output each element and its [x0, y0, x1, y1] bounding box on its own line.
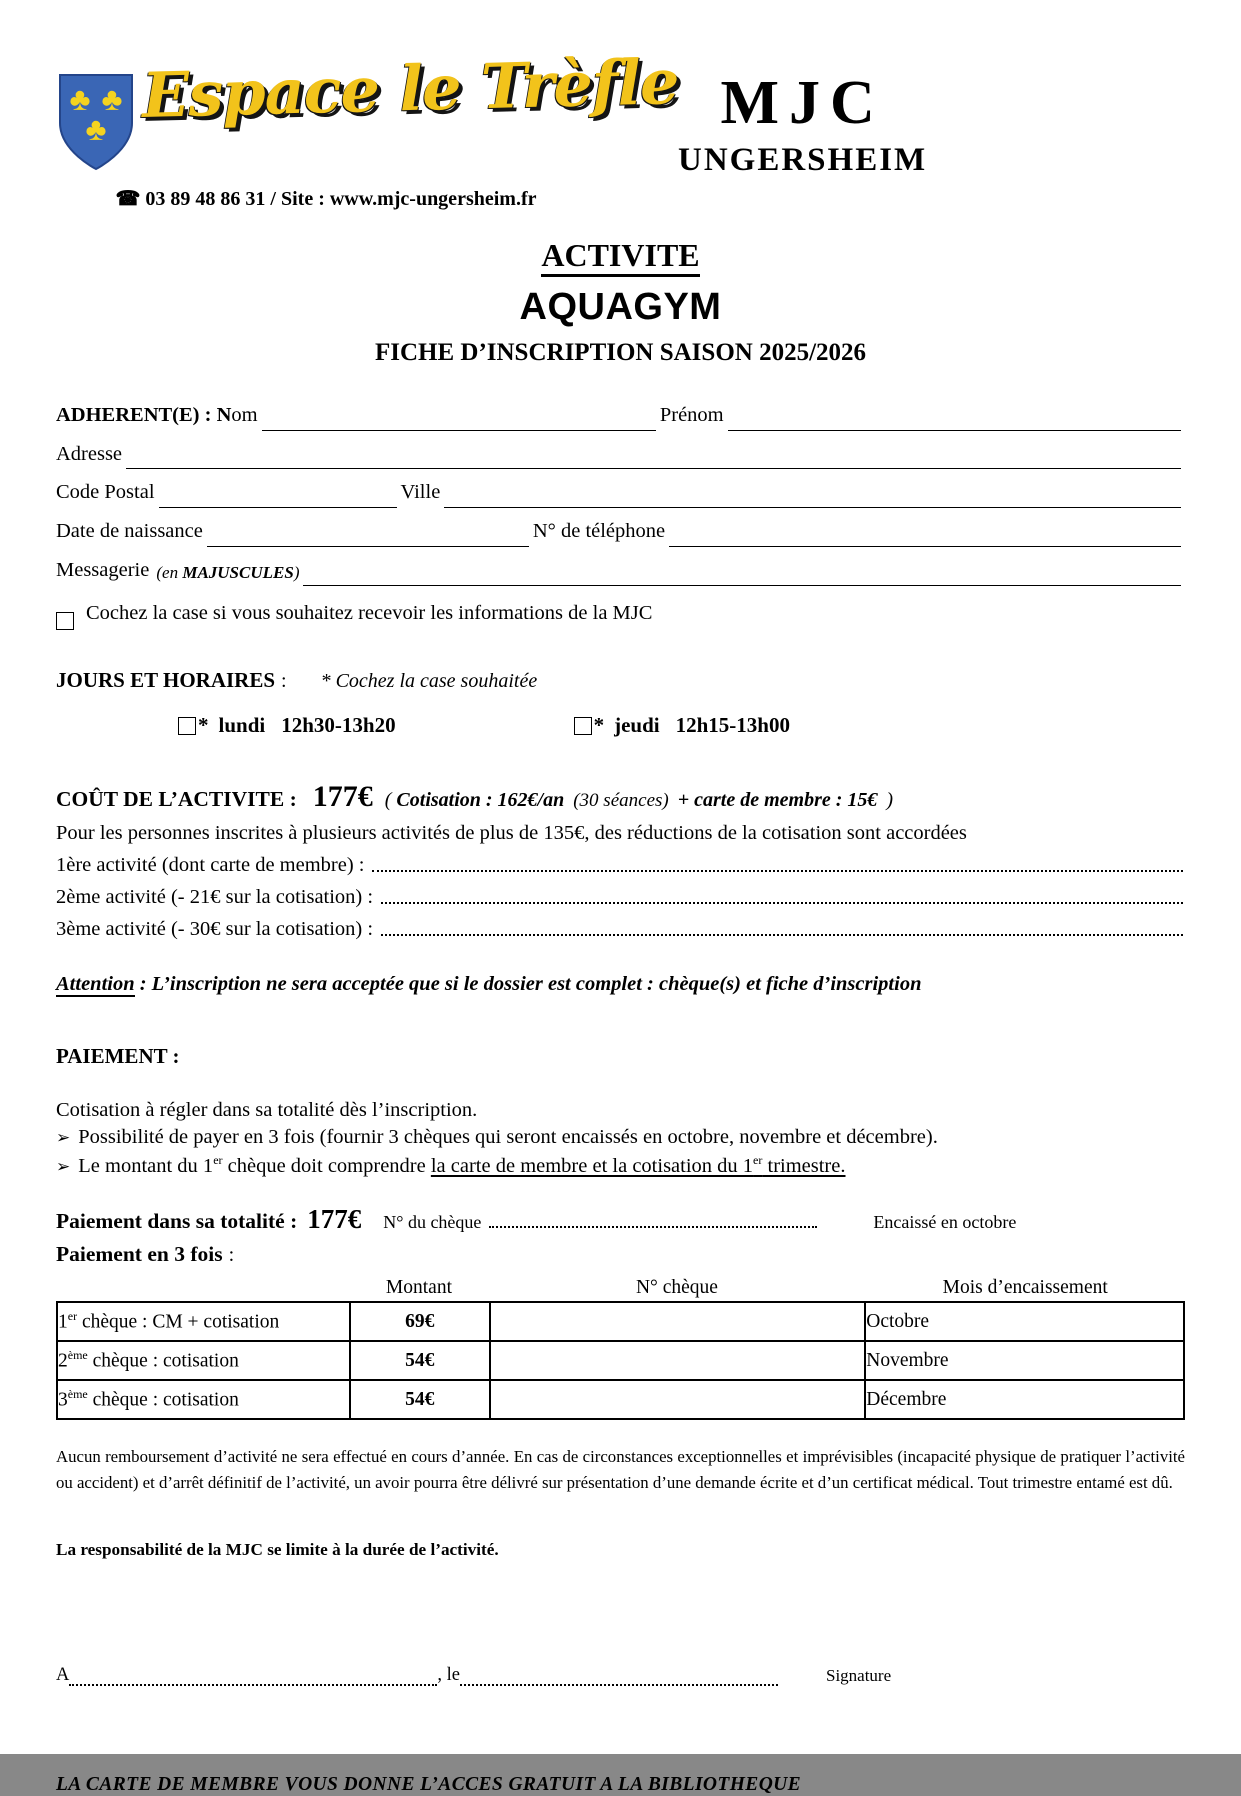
lieu-field[interactable] [69, 1664, 437, 1686]
ville-label: Ville [400, 481, 441, 504]
activite3-label: 3ème activité (- 30€ sur la cotisation) : [56, 918, 374, 941]
jeudi-star: * [593, 713, 605, 738]
messagerie-field[interactable] [303, 561, 1181, 586]
table-header-row [56, 1277, 1185, 1299]
clover-icon: ♣ [69, 81, 91, 117]
header-montant: Montant [385, 1277, 452, 1299]
nom-label: om [231, 404, 258, 426]
trois-fois-label: Paiement en 3 fois [56, 1242, 223, 1267]
table-row [57, 1380, 1184, 1419]
row3-label: 3ème chèque : cotisation [57, 1380, 350, 1419]
lundi-star: * [198, 713, 209, 738]
row2-montant: 54€ [350, 1341, 490, 1380]
row2-mois: Novembre [865, 1341, 1184, 1380]
header-cheque: N° chèque [635, 1277, 718, 1299]
jeudi-label: jeudi [614, 713, 660, 738]
row-adresse [56, 440, 1185, 470]
jours-note: * Cochez la case souhaitée [320, 670, 538, 693]
row2-label: 2ème chèque : cotisation [57, 1341, 350, 1380]
signature-row [56, 1664, 1185, 1686]
org-block [678, 69, 928, 179]
trois-fois-colon: : [228, 1244, 235, 1267]
row3-cheque-field[interactable] [490, 1380, 866, 1419]
cheque-number-field[interactable] [489, 1206, 817, 1228]
cout-details: ( Cotisation : 162€/an (30 séances) + carte de membre : 15€ ) [384, 789, 894, 812]
info-checkbox[interactable] [56, 612, 74, 630]
ville-field[interactable] [444, 483, 1181, 508]
cout-heading: COÛT DE L’ACTIVITE : [56, 787, 297, 812]
jours-heading-row [56, 668, 1185, 693]
header [56, 44, 1185, 211]
membre-detail: + carte de membre : 15€ [677, 789, 878, 812]
row3-montant: 54€ [350, 1380, 490, 1419]
activity-name: AQUAGYM [519, 286, 722, 328]
paiement-bullet-2 [56, 1153, 1185, 1178]
responsabilite-note: La responsabilité de la MJC se limite à la durée de l’activité. [56, 1540, 499, 1560]
attention-label: Attention [56, 973, 135, 996]
jours-heading: JOURS ET HORAIRES [56, 668, 276, 693]
refund-paragraph: Aucun remboursement d’activité ne sera effectué en cours d’année. En cas de circonstances exceptionnelles et imprévisibles (incapacité physique de pratiquer l’activité ou accident) et d’arrêt définitif de l’activité, un avoir pourra être délivré sur présentation d’une demande écrite et d’un certificat médical. Tout trimestre entamé est dû. [56, 1447, 1185, 1493]
clover-icon: ♣ [85, 111, 107, 147]
arrow-bullet-icon: ➢ [56, 1128, 71, 1148]
contact-line [56, 186, 596, 211]
prenom-label: Prénom [659, 404, 724, 426]
header-mois: Mois d’encaissement [942, 1277, 1108, 1299]
lundi-time: 12h30-13h20 [281, 713, 396, 738]
row-info-checkbox [56, 599, 1185, 629]
activite1-field[interactable] [372, 870, 1183, 872]
code-postal-label: Code Postal [56, 481, 155, 504]
bullet1-text: Possibilité de payer en 3 fois (fournir 3 chèques qui seront encaissés en octobre, novembre et décembre). [78, 1126, 938, 1149]
activite2-row [56, 886, 1185, 909]
logo-script-text: Espace le Trèfle [141, 44, 680, 133]
table-row [57, 1341, 1184, 1380]
arrow-bullet-icon: ➢ [56, 1157, 71, 1177]
row1-label: 1er chèque : CM + cotisation [57, 1302, 350, 1341]
phone-icon: ☎ [115, 188, 141, 210]
totalite-price: 177€ [307, 1204, 362, 1235]
date-label: , le [437, 1665, 460, 1686]
page-title: FICHE D’INSCRIPTION SAISON 2025/2026 [374, 339, 867, 366]
nom-field[interactable] [262, 406, 656, 431]
lieu-label: A [56, 1665, 70, 1686]
row1-montant: 69€ [350, 1302, 490, 1341]
activity-label: ACTIVITE [56, 237, 1185, 274]
jeudi-time: 12h15-13h00 [675, 713, 790, 738]
table-row [57, 1302, 1184, 1341]
row2-cheque-field[interactable] [490, 1341, 866, 1380]
info-checkbox-label: Cochez la case si vous souhaitez recevoir les informations de la MJC [86, 601, 653, 624]
row3-mois: Décembre [865, 1380, 1184, 1419]
signature-label: Signature [825, 1666, 892, 1686]
lundi-checkbox[interactable] [178, 717, 196, 735]
bottom-note: LA CARTE DE MEMBRE VOUS DONNE L’ACCES GRATUIT A LA BIBLIOTHEQUE [56, 1774, 802, 1796]
cheque-number-label: N° du chèque [383, 1212, 482, 1233]
totalite-label: Paiement dans sa totalité : [56, 1209, 298, 1234]
contact-text: 03 89 48 86 31 / Site : www.mjc-ungersheim.fr [145, 188, 537, 210]
activite2-label: 2ème activité (- 21€ sur la cotisation) : [56, 886, 374, 909]
telephone-label: N° de téléphone [532, 520, 666, 543]
header-spacer [56, 1277, 350, 1299]
cout-row [56, 780, 1185, 814]
adresse-label: Adresse [56, 442, 123, 465]
org-name: MJC [720, 69, 885, 137]
jours-options [56, 713, 1185, 738]
reduction-intro: Pour les personnes inscrites à plusieurs activités de plus de 135€, des réductions de la cotisation sont accordées [56, 822, 967, 845]
attention-note: Attention : L’inscription ne sera acceptée que si le dossier est complet : chèque(s) et fiche d’inscription [56, 973, 922, 996]
naissance-field[interactable] [207, 522, 529, 547]
seances-detail: (30 séances) [573, 790, 669, 812]
bullet2-text: Le montant du 1er chèque doit comprendre la carte de membre et la cotisation du 1er trimestre. [78, 1153, 846, 1178]
adresse-field[interactable] [126, 444, 1181, 469]
lundi-label: lundi [218, 713, 266, 738]
messagerie-label: Messagerie [56, 558, 150, 581]
row-naissance-tel [56, 517, 1185, 547]
encaisse-label: Encaissé en octobre [873, 1212, 1017, 1233]
activite1-label: 1ère activité (dont carte de membre) : [56, 854, 365, 877]
paiement-intro: Cotisation à régler dans sa totalité dès l’inscription. [56, 1099, 478, 1122]
messagerie-note: (en MAJUSCULES) [156, 562, 300, 582]
jours-colon: : [281, 670, 287, 693]
activite3-row [56, 918, 1185, 941]
row1-mois: Octobre [865, 1302, 1184, 1341]
option-lundi [178, 713, 396, 738]
paiement-table [56, 1301, 1185, 1420]
cout-price: 177€ [312, 780, 373, 814]
cotisation-detail: Cotisation : 162€/an [396, 789, 565, 812]
paiement-totalite-row [56, 1204, 1185, 1235]
activite1-row [56, 854, 1185, 877]
activite3-field[interactable] [381, 934, 1183, 936]
row-messagerie [56, 556, 1185, 586]
prenom-field[interactable] [728, 406, 1181, 431]
code-postal-field[interactable] [159, 483, 397, 508]
paiement-bullet-1 [56, 1126, 1185, 1149]
telephone-field[interactable] [669, 522, 1181, 547]
row1-cheque-field[interactable] [490, 1302, 866, 1341]
clover-icon: ♣ [101, 81, 123, 117]
org-city: UNGERSHEIM [678, 142, 928, 178]
espace-trefle-logo [56, 44, 680, 211]
shield-logo-icon [56, 72, 136, 172]
row-cp-ville [56, 478, 1185, 508]
adherent-label: ADHERENT(E) : N [56, 404, 232, 426]
row-nom-prenom [56, 401, 1185, 431]
paiement-3fois-row [56, 1242, 1185, 1267]
option-jeudi [574, 713, 790, 738]
date-field[interactable] [460, 1664, 778, 1686]
naissance-label: Date de naissance [56, 520, 203, 543]
activite2-field[interactable] [381, 902, 1183, 904]
titles [56, 237, 1185, 367]
jeudi-checkbox[interactable] [574, 717, 592, 735]
paiement-heading: PAIEMENT : [56, 1044, 180, 1069]
